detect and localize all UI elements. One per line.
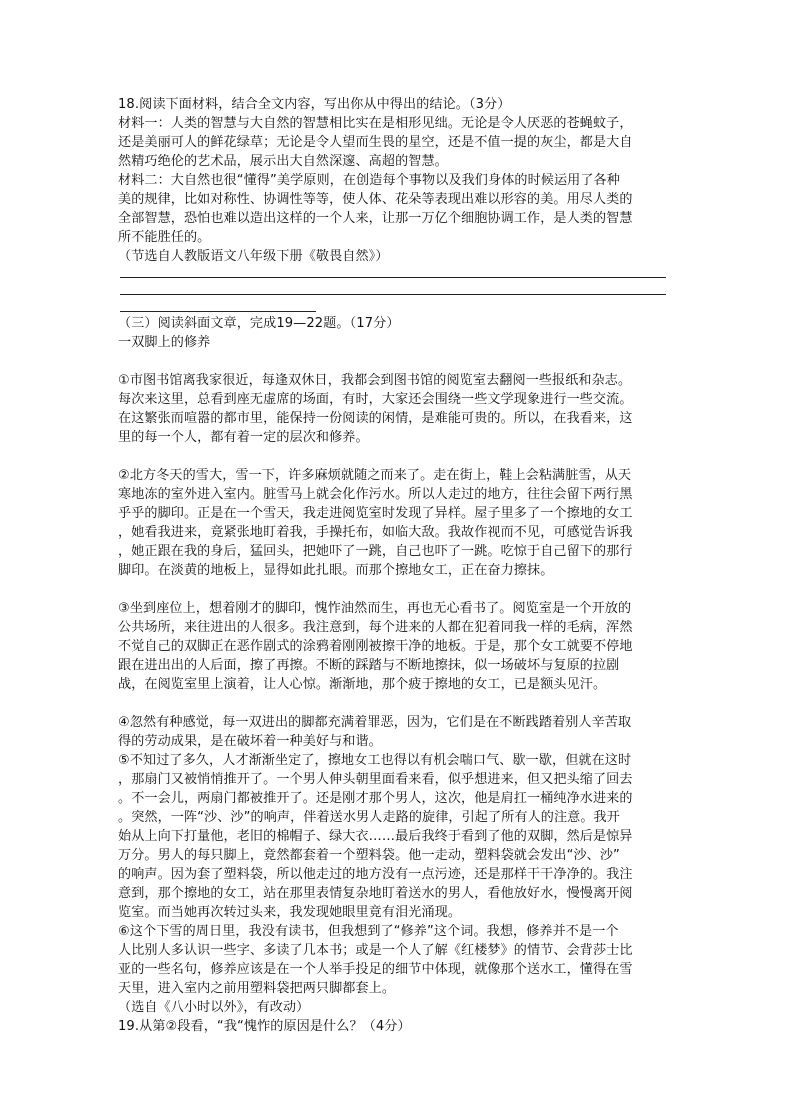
paragraph-line: ，她正跟在我的身后，猛回头，把她吓了一跳，自己也吓了一跳。吃惊于自己留下的那行 (118, 544, 633, 559)
material-text-line: 美的规律，比如对称性、协调性等等，使人体、花朵等表现出难以形容的美。用尽人类的 (118, 192, 633, 207)
paragraph-4 (118, 713, 670, 751)
paragraph-5 (118, 751, 670, 922)
paragraph-3 (118, 599, 670, 694)
section-header: （三）阅读斜面文章，完成19—22题。（17分） (118, 316, 400, 331)
paragraph-1 (118, 371, 670, 447)
material-text-line: 材料一：人类的智慧与大自然的智慧相比实在是相形见绌。无论是令人厌恶的苍蝇蚊子， (118, 116, 633, 131)
paragraph-line: 每次来这里，总看到座无虚席的场面，有时，大家还会围绕一些文学现象进行一些交流。 (118, 392, 633, 407)
paragraph-line: 人比别人多认识一些字、多读了几本书；或是一个人了解《红楼梦》的情节、会背莎士比 (118, 943, 633, 958)
paragraph-line: 。不一会儿，两扇门都被推开了。还是刚才那个男人，这次，他是肩扛一桶纯净水进来的 (118, 791, 633, 806)
paragraph-line: 寒地冻的室外进入室内。脏雪马上就会化作污水。所以人走过的地方，往往会留下两行黑 (118, 487, 633, 502)
paragraph-line: ③坐到座位上，想着刚才的脚印，愧怍油然而生，再也无心看书了。阅览室是一个开放的 (118, 601, 632, 616)
material-text-line: 然精巧绝伦的艺术品，展示出大自然深邃、高超的智慧。 (118, 154, 448, 169)
article-title: 一双脚上的修养 (118, 335, 211, 350)
material-text-line: 所不能胜任的。 (118, 230, 211, 245)
paragraph-line: 亚的一些名句，修养应该是在一个人举手投足的细节中体现，就像那个送水工，懂得在雪 (118, 962, 633, 977)
paragraph-line: ⑤不知过了多久，人才渐渐坐定了，擦地女工也得以有机会喘口气、歇一歇，但就在这时 (118, 753, 632, 768)
paragraph-line: 。突然，一阵“沙、沙”的响声，伴着送水男人走路的旋律，引起了所有人的注意。我开 (118, 810, 620, 825)
paragraph-line: 跟在进出出的人后面，擦了再擦。不断的踩踏与不断地擦抹，似一场破坏与复原的拉剧 (118, 658, 620, 673)
paragraph-line: 乎乎的脚印。正是在一个雪天，我走进阅览室时发现了异样。屋子里多了一个擦地的女工 (118, 506, 633, 521)
material-source: （节选自人教版语文八年级下册《敬畏自然》） (118, 249, 389, 264)
paragraph-line: 览室。而当她再次转过头来，我发现她眼里竟有泪光涌现。 (118, 905, 462, 920)
paragraph-line: 万分。男人的每只脚上，竟然都套着一个塑料袋。他一走动，塑料袋就会发出“沙、沙” (118, 848, 620, 863)
paragraph-line: 在这繁张而喧嚣的都市里，能保持一份阅读的闲情，是难能可贵的。所以，在我看来，这 (118, 411, 633, 426)
article-source: （选自《八小时以外》，有改动） (118, 1000, 310, 1015)
paragraph-2 (118, 466, 670, 580)
paragraph-6 (118, 922, 670, 998)
paragraph-line: 意到，那个擦地的女工，站在那里表情复杂地盯着送水的男人，看他放好水，慢慢离开阅 (118, 886, 633, 901)
paragraph-line: ④忽然有种感觉，每一双进出的脚都充满着罪恶，因为，它们是在不断践踏着别人辛苦取 (118, 715, 632, 730)
question-18 (118, 95, 670, 266)
paragraph-line: 天里，进入室内之前用塑料袋把两只脚都套上。 (118, 981, 396, 996)
material-text-line: 还是美丽可人的鲜花绿草；无论是令人望而生畏的星空，还是不值一提的灰尘，都是大自 (118, 135, 633, 150)
paragraph-line: 不觉自己的双脚正在恶作剧式的涂鸦着刚刚被擦干净的地板。于是，那个女工就要不停地 (118, 639, 633, 654)
question-18-prompt: 18.阅读下面材料，结合全文内容，写出你从中得出的结论。（3分） (118, 97, 511, 112)
paragraph-line: ②北方冬天的雪大，雪一下，许多麻烦就随之而来了。走在街上，鞋上会粘满脏雪，从天 (118, 468, 632, 483)
paragraph-line: ，她看我进来，竟紧张地盯着我，手操托布，如临大敌。我故作视而不见，可感觉告诉我 (118, 525, 633, 540)
paragraph-line: 战，在阅览室里上演着，让人心惊。渐渐地，那个疲于擦地的女工，已是额头见汗。 (118, 677, 607, 692)
paragraph-line: 脚印。在淡黄的地板上，显得如此扎眼。而那个擦地女工，正在奋力擦抹。 (118, 563, 554, 578)
paragraph-line: 的响声。因为套了塑料袋，所以他走过的地方没有一点污迹，还是那样干干净净的。我注 (118, 867, 633, 882)
document-page (118, 95, 670, 1036)
material-text-line: 材料二：大自然也很“懂得”美学原则，在创造每个事物以及我们身体的时候运用了各种 (118, 173, 620, 188)
paragraph-line: 得的劳动成果，是在破坏着一种美好与和谐。 (118, 734, 382, 749)
paragraph-line: 里的每一个人，都有着一定的层次和修养。 (118, 430, 369, 445)
material-text-line: 全部智慧，恐怕也难以造出这样的一个人来，让那一万亿个细胞协调工作，是人类的智慧 (118, 211, 633, 226)
question-19: 19.从第②段看，“我“愧怍的原因是什么？（4分） (118, 1019, 411, 1034)
paragraph-line: ⑥这个下雪的周日里，我没有读书，但我想到了“修养”这个词。我想，修养并不是一个 (118, 924, 619, 939)
paragraph-line: ，那扇门又被悄悄推开了。一个男人伸头朝里面看来看，似乎想进来，但又把头缩了回去 (118, 772, 633, 787)
paragraph-line: 公共场所，来往进出的人很多。我注意到，每个进来的人都在犯着同我一样的毛病，浑然 (118, 620, 633, 635)
paragraph-line: 始从上向下打量他，老旧的棉帽子、绿大衣……最后我终于看到了他的双脚，然后是惊异 (118, 829, 633, 844)
paragraph-line: ①市图书馆离我家很近，每逢双休日，我都会到图书馆的阅览室去翻阅一些报纸和杂志。 (118, 373, 632, 388)
